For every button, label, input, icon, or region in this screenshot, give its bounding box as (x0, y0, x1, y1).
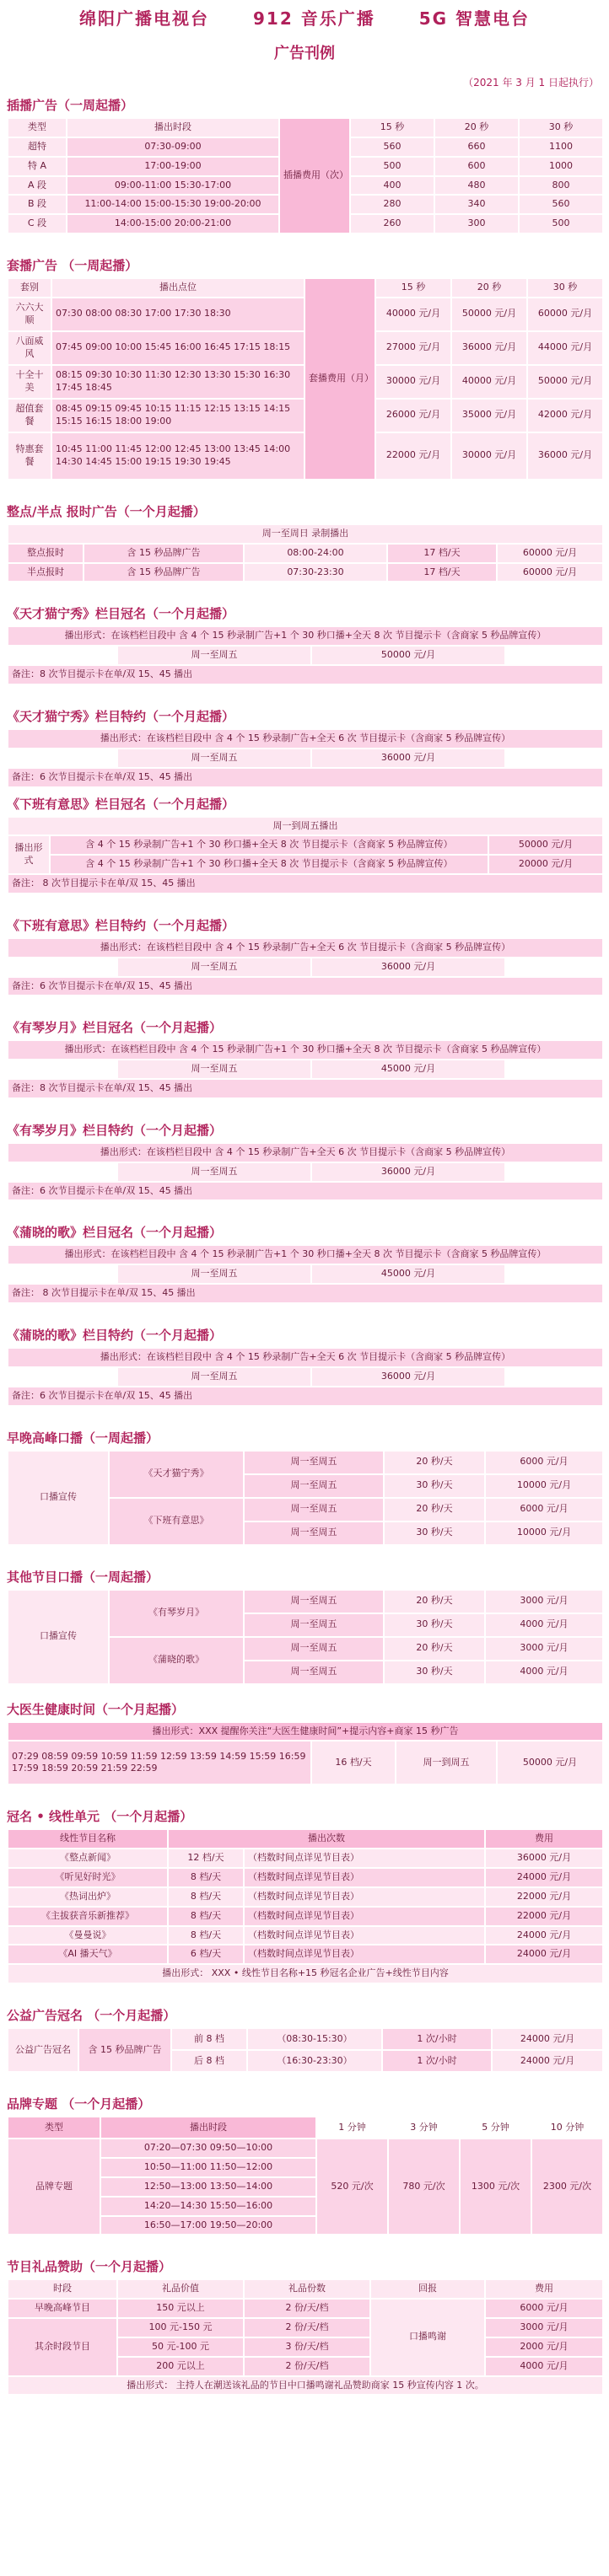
table-row (8, 544, 603, 563)
cell-type: 半点报时 (8, 563, 84, 582)
cell-price: 26000 元/月 (375, 399, 451, 432)
cell-gift-count: 2 份/天/档 (244, 2357, 370, 2376)
sponsor-table-s5 (7, 728, 604, 788)
psa-table (7, 2027, 604, 2073)
cell-price: 800 (519, 176, 603, 196)
cell-detail: （档数时间点详见节目表） (244, 1849, 485, 1868)
psa-label: 公益广告冠名 (8, 2028, 78, 2072)
broadcast-form: 播出形式：在该档栏目段中 含 4 个 15 秒录制广告+全天 6 次 节目提示卡（含商家 5 秒品牌宣传） (8, 1348, 603, 1367)
cell-package: 超值套餐 (8, 399, 51, 432)
section-title-psa: 公益广告冠名 （一个月起播） (7, 2008, 176, 2024)
cell-price: 50000 元/月 (451, 298, 527, 331)
section-title-s7: 《下班有意思》栏目特约（一个月起播） (7, 917, 235, 933)
cell-package: 六六大顺 (8, 298, 51, 331)
table-row (8, 1887, 603, 1907)
cell-price: 36000 元/月 (451, 331, 527, 365)
cell-count: 1 次/小时 (382, 2050, 492, 2072)
table-row (8, 1451, 603, 1474)
col-15s: 15 秒 (350, 118, 434, 137)
cell-price: 300 (434, 214, 519, 233)
cell-gift-value: 50 元-100 元 (117, 2337, 244, 2357)
broadcast-form: 播出形式：XXX 提醒你关注“大医生健康时间”+提示内容+商家 15 秒广告 (8, 1722, 603, 1741)
section-title-package-ads: 套播广告 （一周起播） (7, 258, 138, 274)
cell-price: 2000 元/月 (485, 2337, 603, 2357)
cell-price: 24000 元/月 (492, 2050, 603, 2072)
cell-gift-value: 100 元-150 元 (117, 2318, 244, 2337)
table-row (8, 2139, 603, 2158)
cell-detail: （档数时间点详见节目表） (244, 1887, 485, 1907)
gift-sponsor-table (7, 2278, 604, 2396)
col-reward: 回报 (370, 2279, 485, 2299)
cell-count: 20 秒/天 (384, 1637, 485, 1661)
cell-price: 600 (434, 157, 519, 176)
cell-price: 480 (434, 176, 519, 196)
table-row (8, 835, 603, 855)
peak-mentions-table (7, 1450, 604, 1546)
cell-price: 4000 元/月 (485, 1613, 603, 1637)
col-time: 播出时段 (67, 118, 279, 137)
cell-price: 4000 元/月 (485, 2357, 603, 2376)
cell-price: 1000 (519, 157, 603, 176)
cell-price: 260 (350, 214, 434, 233)
cell-segment: 其余时段节目 (8, 2318, 117, 2376)
cell-program: 《整点新闻》 (8, 1849, 168, 1868)
station-name-2: 912 音乐广播 (252, 8, 375, 29)
price: 36000 元/月 (311, 1162, 505, 1182)
col-segment: 时段 (8, 2279, 117, 2299)
table-row (8, 2318, 603, 2337)
cell-time: 07:45 09:00 10:00 15:45 16:00 16:45 17:15 18:15 (51, 331, 304, 365)
table-row (8, 2299, 603, 2318)
cell-detail: （档数时间点详见节目表） (244, 1907, 485, 1926)
program-name: 《蒲晓的歌》 (109, 1637, 244, 1684)
broadcast-days: 周一至周五 (117, 1060, 311, 1079)
cell-count: 1 次/小时 (382, 2028, 492, 2050)
col-fee: 费用 (485, 2279, 603, 2299)
broadcast-days: 周一至周五 (117, 1162, 311, 1182)
cell-time: 16:50—17:00 19:50—20:00 (100, 2216, 316, 2235)
cell-price: 24000 元/月 (492, 2028, 603, 2050)
cell-count: 30 秒/天 (384, 1521, 485, 1545)
note: 备注：6 次节目提示卡在单/双 15、45 播出 (8, 1387, 603, 1406)
brand-feature-table (7, 2116, 604, 2235)
note: 备注：8 次节目提示卡在单/双 15、45 播出 (8, 665, 603, 684)
broadcast-days: 周一至周五 (244, 1661, 384, 1684)
section-title-peak-mentions: 早晚高峰口播（一周起播） (7, 1430, 159, 1446)
cell-time: 07:30-09:00 (67, 137, 279, 157)
cell-price: 36000 元/月 (527, 432, 603, 480)
col-count: 播出次数 (168, 1829, 485, 1849)
cell-type: B 段 (8, 195, 67, 214)
price-10min: 2300 元/次 (531, 2139, 603, 2235)
price: 20000 元/月 (488, 855, 603, 874)
section-title-s8: 《有琴岁月》栏目冠名（一个月起播） (7, 1020, 223, 1036)
cell-content: 含 15 秒品牌广告 (84, 544, 244, 563)
cell-gift-value: 150 元以上 (117, 2299, 244, 2318)
sponsor-table-s10 (7, 1244, 604, 1304)
cell-price: 60000 元/月 (497, 563, 603, 582)
price: 50000 元/月 (497, 1741, 603, 1784)
col-type: 类型 (8, 118, 67, 137)
time-signal-table (7, 523, 604, 583)
table-row (8, 855, 603, 874)
cell-slot: 后 8 档 (171, 2050, 247, 2072)
cell-price: 24000 元/月 (485, 1945, 603, 1964)
broadcast-form: 含 4 个 15 秒录制广告+1 个 30 秒口播+全天 8 次 节目提示卡（含商家 5 秒品牌宣传） (50, 835, 488, 855)
price: 36000 元/月 (311, 958, 505, 977)
cell-price: 42000 元/月 (527, 399, 603, 432)
cell-price: 60000 元/月 (497, 544, 603, 563)
psa-content: 含 15 秒品牌广告 (78, 2028, 171, 2072)
note: 备注：8 次节目提示卡在单/双 15、45 播出 (8, 1079, 603, 1098)
table-row (8, 1926, 603, 1945)
col-15s: 15 秒 (375, 278, 451, 298)
note: 备注：6 次节目提示卡在单/双 15、45 播出 (8, 977, 603, 996)
doctor-time-table (7, 1721, 604, 1786)
col-type: 类型 (8, 2117, 100, 2139)
col-5min: 5 分钟 (460, 2117, 531, 2139)
cell-content: 含 15 秒品牌广告 (84, 563, 244, 582)
cell-gift-count: 3 份/天/档 (244, 2337, 370, 2357)
cell-package: 十全十美 (8, 365, 51, 399)
broadcast-form: 播出形式： XXX • 线性节目名称+15 秒冠名企业广告+线性节目内容 (8, 1964, 603, 1983)
cell-price: 6000 元/月 (485, 2299, 603, 2318)
cell-price: 3000 元/月 (485, 1590, 603, 1613)
col-fee: 套播费用（月） (304, 278, 375, 480)
table-row (8, 563, 603, 582)
sponsor-table-s11 (7, 1347, 604, 1407)
cell-price: 500 (519, 214, 603, 233)
cell-time: 14:20—14:30 15:50—16:00 (100, 2197, 316, 2216)
program-name: 《天才猫宁秀》 (109, 1451, 244, 1498)
cell-type: 超特 (8, 137, 67, 157)
price-5min: 1300 元/次 (460, 2139, 531, 2235)
price: 50000 元/月 (311, 646, 505, 665)
price: 45000 元/月 (311, 1060, 505, 1079)
note: 备注： 8 次节目提示卡在单/双 15、45 播出 (8, 874, 603, 894)
cell-count: 30 秒/天 (384, 1474, 485, 1498)
cell-time: 07:30-23:30 (244, 563, 387, 582)
cell-price: 30000 元/月 (375, 365, 451, 399)
broadcast-form: 播出形式： 主持人在潮送该礼品的节目中口播鸣谢礼品赞助商家 15 秒宣传内容 1 次。 (8, 2376, 603, 2396)
cell-type: 整点报时 (8, 544, 84, 563)
broadcast-form: 播出形式：在该档栏目段中 含 4 个 15 秒录制广告+全天 6 次 节目提示卡（含商家 5 秒品牌宣传） (8, 938, 603, 958)
col-fee: 插播费用（次） (279, 118, 350, 233)
cell-count: 8 档/天 (168, 1868, 244, 1887)
cell-count: 17 档/天 (387, 563, 497, 582)
cell-price: 44000 元/月 (527, 331, 603, 365)
broadcast-form: 播出形式：在该档栏目段中 含 4 个 15 秒录制广告+1 个 30 秒口播+全天 8 次 节目提示卡（含商家 5 秒品牌宣传） (8, 626, 603, 646)
section-title-doctor-time: 大医生健康时间（一个月起播） (7, 1701, 185, 1717)
page-title: 广告刊例 (274, 45, 335, 62)
broadcast-days: 周一到周五 (396, 1741, 497, 1784)
broadcast-days: 周一至周五 (244, 1637, 384, 1661)
section-title-gift-sponsor: 节目礼品赞助（一个月起播） (7, 2259, 172, 2275)
broadcast-days: 周一至周五 (244, 1521, 384, 1545)
col-30s: 30 秒 (527, 278, 603, 298)
cell-gift-count: 2 份/天/档 (244, 2299, 370, 2318)
cell-price: 40000 元/月 (375, 298, 451, 331)
section-title-other-mentions: 其他节目口播（一周起播） (7, 1569, 159, 1585)
note: 备注：6 次节目提示卡在单/双 15、45 播出 (8, 768, 603, 787)
cell-count: 8 档/天 (168, 1926, 244, 1945)
cell-detail: （档数时间点详见节目表） (244, 1868, 485, 1887)
program-name: 《有琴岁月》 (109, 1590, 244, 1637)
broadcast-days: 周一至周五 (244, 1498, 384, 1521)
broadcast-days: 周一至周五 (244, 1613, 384, 1637)
cell-price: 3000 元/月 (485, 2318, 603, 2337)
col-gift-value: 礼品价值 (117, 2279, 244, 2299)
cell-detail: （档数时间点详见节目表） (244, 1945, 485, 1964)
cell-price: 10000 元/月 (485, 1474, 603, 1498)
cell-price: 40000 元/月 (451, 365, 527, 399)
table-row (8, 2028, 603, 2050)
cell-price: 24000 元/月 (485, 1868, 603, 1887)
cell-time: （08:30-15:30） (247, 2028, 382, 2050)
section-title-s4: 《天才猫宁秀》栏目冠名（一个月起播） (7, 606, 235, 622)
cell-count: 8 档/天 (168, 1887, 244, 1907)
cell-time: 07:20—07:30 09:50—10:00 (100, 2139, 316, 2158)
section-title-s11: 《蒲晓的歌》栏目特约（一个月起播） (7, 1328, 223, 1343)
cell-price: 50000 元/月 (527, 365, 603, 399)
cell-count: 8 档/天 (168, 1907, 244, 1926)
spot-ads-table (7, 117, 604, 234)
cell-count: 6 档/天 (168, 1945, 244, 1964)
cell-price: 340 (434, 195, 519, 214)
cell-program: 《听见好时光》 (8, 1868, 168, 1887)
mention-label: 口播宣传 (8, 1451, 109, 1545)
sponsor-table-s4 (7, 625, 604, 685)
effective-date: （2021 年 3 月 1 日起执行） (463, 77, 599, 89)
cell-package: 特惠套餐 (8, 432, 51, 480)
reward: 口播鸣谢 (370, 2299, 485, 2375)
cell-price: 22000 元/月 (485, 1887, 603, 1907)
cell-count: 16 档/天 (311, 1741, 396, 1784)
cell-program: 《热词出炉》 (8, 1887, 168, 1907)
cell-time: 17:00-19:00 (67, 157, 279, 176)
col-10min: 10 分钟 (531, 2117, 603, 2139)
cell-price: 280 (350, 195, 434, 214)
cell-time: 11:00-14:00 15:00-15:30 19:00-20:00 (67, 195, 279, 214)
cell-detail: （档数时间点详见节目表） (244, 1926, 485, 1945)
cell-count: 12 档/天 (168, 1849, 244, 1868)
table-row (8, 1741, 603, 1784)
broadcast-days: 周一至周五 (117, 1367, 311, 1387)
station-line (0, 0, 609, 30)
note: 备注：6 次节目提示卡在单/双 15、45 播出 (8, 1182, 603, 1201)
cell-time: （16:30-23:30） (247, 2050, 382, 2072)
section-title-spot-ads: 插播广告（一周起播） (7, 98, 134, 113)
cell-price: 3000 元/月 (485, 1637, 603, 1661)
cell-count: 20 秒/天 (384, 1590, 485, 1613)
col-3min: 3 分钟 (388, 2117, 460, 2139)
cell-price: 27000 元/月 (375, 331, 451, 365)
cell-price: 30000 元/月 (451, 432, 527, 480)
col-program-name: 线性节目名称 (8, 1829, 168, 1849)
price: 45000 元/月 (311, 1264, 505, 1284)
col-gift-count: 礼品份数 (244, 2279, 370, 2299)
broadcast-form-label: 播出形式 (8, 835, 50, 874)
price: 36000 元/月 (311, 1367, 505, 1387)
sponsor-table-s7 (7, 937, 604, 997)
cell-slot: 前 8 档 (171, 2028, 247, 2050)
cell-count: 20 秒/天 (384, 1498, 485, 1521)
cell-segment: 早晚高峰节目 (8, 2299, 117, 2318)
section-title-s5: 《天才猫宁秀》栏目特约（一个月起播） (7, 708, 235, 724)
cell-time: 08:45 09:15 09:45 10:15 11:15 12:15 13:15 14:15 15:15 16:15 18:00 19:00 (51, 399, 304, 432)
col-20s: 20 秒 (451, 278, 527, 298)
col-time: 播出时段 (100, 2117, 316, 2139)
cell-price: 560 (350, 137, 434, 157)
sponsor-table-s6 (7, 816, 604, 894)
cell-price: 22000 元/月 (375, 432, 451, 480)
mention-label: 口播宣传 (8, 1590, 109, 1684)
table-row (8, 1907, 603, 1926)
broadcast-days: 周一至周五 (244, 1474, 384, 1498)
broadcast-times: 07:29 08:59 09:59 10:59 11:59 12:59 13:59 14:59 15:59 16:59 17:59 18:59 20:59 21:59 22:59 (8, 1741, 311, 1784)
cell-type: A 段 (8, 176, 67, 196)
cell-program: 《AI 播天气》 (8, 1945, 168, 1964)
page-header (0, 0, 609, 63)
cell-gift-value: 200 元以上 (117, 2357, 244, 2376)
cell-price: 6000 元/月 (485, 1498, 603, 1521)
price: 50000 元/月 (488, 835, 603, 855)
cell-type: C 段 (8, 214, 67, 233)
price-1min: 520 元/次 (316, 2139, 388, 2235)
cell-gift-count: 2 份/天/档 (244, 2318, 370, 2337)
broadcast-days: 周一至周五 (244, 1451, 384, 1474)
broadcast-days: 周一至周五 (244, 1590, 384, 1613)
broadcast-days: 周一至周五 (117, 1264, 311, 1284)
other-mentions-table (7, 1589, 604, 1685)
cell-count: 30 秒/天 (384, 1661, 485, 1684)
cell-count: 30 秒/天 (384, 1613, 485, 1637)
col-time: 播出点位 (51, 278, 304, 298)
cell-time: 10:50—11:00 11:50—12:00 (100, 2158, 316, 2177)
price-3min: 780 元/次 (388, 2139, 460, 2235)
cell-program: 《主拔获音乐新推荐》 (8, 1907, 168, 1926)
col-fee: 费用 (485, 1829, 603, 1849)
cell-time: 12:50—13:00 13:50—14:00 (100, 2177, 316, 2197)
cell-price: 24000 元/月 (485, 1926, 603, 1945)
cell-time: 14:00-15:00 20:00-21:00 (67, 214, 279, 233)
cell-price: 1100 (519, 137, 603, 157)
cell-type: 特 A (8, 157, 67, 176)
cell-price: 560 (519, 195, 603, 214)
cell-price: 10000 元/月 (485, 1521, 603, 1545)
cell-count: 17 档/天 (387, 544, 497, 563)
col-package: 套别 (8, 278, 51, 298)
cell-price: 500 (350, 157, 434, 176)
linear-units-table (7, 1828, 604, 1984)
section-title-time-signal: 整点/半点 报时广告（一个月起播） (7, 503, 206, 519)
col-1min: 1 分钟 (316, 2117, 388, 2139)
broadcast-form: 播出形式：在该档栏目段中 含 4 个 15 秒录制广告+1 个 30 秒口播+全天 8 次 节目提示卡（含商家 5 秒品牌宣传） (8, 1245, 603, 1264)
cell-time: 07:30 08:00 08:30 17:00 17:30 18:30 (51, 298, 304, 331)
table-row (8, 1868, 603, 1887)
program-name: 《下班有意思》 (109, 1498, 244, 1545)
section-title-brand-feature: 品牌专题 （一个月起播） (7, 2096, 151, 2112)
cell-count: 20 秒/天 (384, 1451, 485, 1474)
broadcast-days: 周一至周五 (117, 958, 311, 977)
table-row (8, 1590, 603, 1613)
section-title-s6: 《下班有意思》栏目冠名（一个月起播） (7, 796, 235, 812)
sponsor-table-s8 (7, 1039, 604, 1099)
cell-time: 08:00-24:00 (244, 544, 387, 563)
broadcast-form: 含 4 个 15 秒录制广告+1 个 30 秒口播+全天 8 次 节目提示卡（含商家 5 秒品牌宣传） (50, 855, 488, 874)
cell-price: 35000 元/月 (451, 399, 527, 432)
cell-price: 4000 元/月 (485, 1661, 603, 1684)
broadcast-days: 周一到周五播出 (8, 817, 603, 836)
station-name-3: 5G 智慧电台 (418, 8, 530, 29)
cell-package: 八面威风 (8, 331, 51, 365)
section-title-s10: 《蒲晓的歌》栏目冠名（一个月起播） (7, 1225, 223, 1241)
cell-price: 6000 元/月 (485, 1451, 603, 1474)
price: 36000 元/月 (311, 749, 505, 768)
broadcast-form: 播出形式：在该档栏目段中 含 4 个 15 秒录制广告+1 个 30 秒口播+全天 8 次 节目提示卡（含商家 5 秒品牌宣传） (8, 1040, 603, 1060)
cell-price: 36000 元/月 (485, 1849, 603, 1868)
cell-time: 08:15 09:30 10:30 11:30 12:30 13:30 15:30 16:30 17:45 18:45 (51, 365, 304, 399)
broadcast-form: 播出形式：在该档栏目段中 含 4 个 15 秒录制广告+全天 6 次 节目提示卡（含商家 5 秒品牌宣传） (8, 729, 603, 749)
col-20s: 20 秒 (434, 118, 519, 137)
cell-time: 09:00-11:00 15:30-17:00 (67, 176, 279, 196)
time-signal-schedule: 周一至周日 录制播出 (8, 524, 603, 544)
section-title-s9: 《有琴岁月》栏目特约（一个月起播） (7, 1122, 223, 1138)
note: 备注： 8 次节目提示卡在单/双 15、45 播出 (8, 1284, 603, 1303)
table-row (8, 1945, 603, 1964)
sponsor-table-s9 (7, 1142, 604, 1202)
cell-price: 60000 元/月 (527, 298, 603, 331)
broadcast-form: 播出形式：在该档栏目段中 含 4 个 15 秒录制广告+全天 6 次 节目提示卡（含商家 5 秒品牌宣传） (8, 1143, 603, 1162)
cell-price: 22000 元/月 (485, 1907, 603, 1926)
station-name-1: 绵阳广播电视台 (78, 8, 209, 29)
section-title-linear-units: 冠名 • 线性单元 （一个月起播） (7, 1809, 193, 1825)
cell-program: 《曼曼说》 (8, 1926, 168, 1945)
broadcast-days: 周一至周五 (117, 646, 311, 665)
broadcast-days: 周一至周五 (117, 749, 311, 768)
col-30s: 30 秒 (519, 118, 603, 137)
cell-price: 660 (434, 137, 519, 157)
feature-type: 品牌专题 (8, 2139, 100, 2235)
cell-price: 400 (350, 176, 434, 196)
package-ads-table (7, 277, 604, 480)
table-row (8, 1849, 603, 1868)
cell-time: 10:45 11:00 11:45 12:00 12:45 13:00 13:45 14:00 14:30 14:45 15:00 19:15 19:30 19:45 (51, 432, 304, 480)
